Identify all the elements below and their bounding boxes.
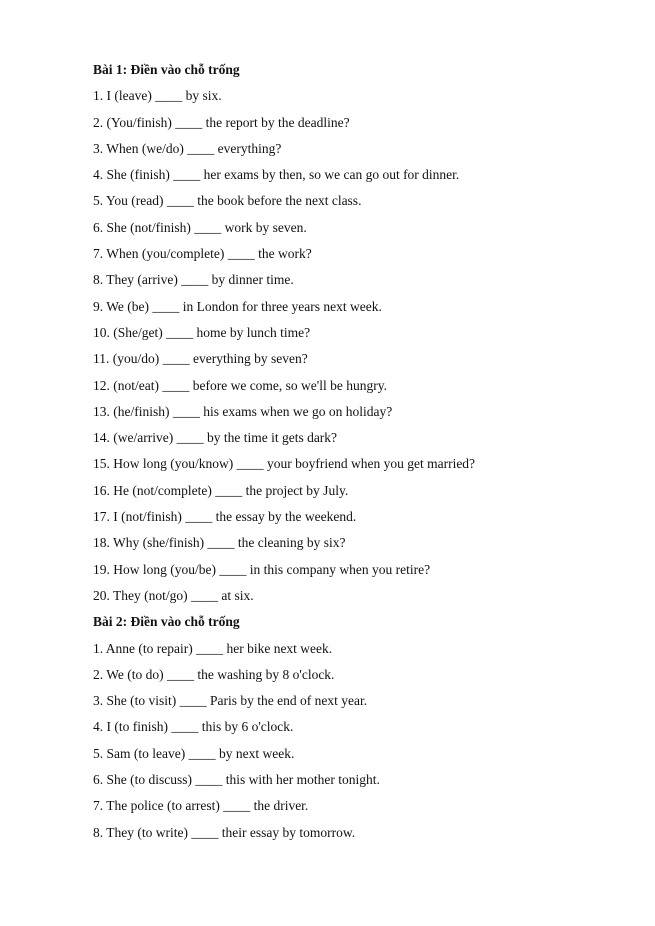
exercise-item: 3. She (to visit) ____ Paris by the end of next year. (93, 693, 368, 709)
exercise-item: 8. They (arrive) ____ by dinner time. (93, 272, 294, 288)
exercise-item: 2. We (to do) ____ the washing by 8 o'clock. (93, 666, 335, 682)
exercise-item: 20. They (not/go) ____ at six. (93, 587, 254, 603)
exercise-item: 7. The police (to arrest) ____ the driver. (93, 798, 309, 814)
exercise-item: 11. (you/do) ____ everything by seven? (93, 351, 308, 367)
exercise-item: 7. When (you/complete) ____ the work? (93, 246, 312, 262)
exercise-item: 14. (we/arrive) ____ by the time it gets dark? (93, 430, 338, 446)
exercise-item: 3. When (we/do) ____ everything? (93, 140, 282, 156)
section-1-title: Bài 1: Điền vào chỗ trống (93, 62, 240, 77)
exercise-item: 1. Anne (to repair) ____ her bike next week. (93, 640, 333, 656)
exercise-item: 13. (he/finish) ____ his exams when we go on holiday? (93, 403, 393, 419)
exercise-item: 4. I (to finish) ____ this by 6 o'clock. (93, 719, 294, 735)
exercise-item: 17. I (not/finish) ____ the essay by the weekend. (93, 509, 357, 525)
exercise-item: 1. I (leave) ____ by six. (93, 88, 222, 104)
exercise-item: 9. We (be) ____ in London for three years next week. (93, 298, 382, 314)
exercise-item: 15. How long (you/know) ____ your boyfriend when you get married? (93, 456, 476, 472)
exercise-item: 18. Why (she/finish) ____ the cleaning by six? (93, 535, 346, 551)
exercise-item: 2. (You/finish) ____ the report by the deadline? (93, 114, 350, 130)
exercise-item: 6. She (to discuss) ____ this with her mother tonight. (93, 772, 380, 788)
exercise-item: 16. He (not/complete) ____ the project by July. (93, 482, 349, 498)
section-2-title: Bài 2: Điền vào chỗ trống (93, 614, 240, 630)
exercise-item: 4. She (finish) ____ her exams by then, so we can go out for dinner. (93, 167, 460, 183)
exercise-item: 8. They (to write) ____ their essay by tomorrow. (93, 824, 356, 840)
exercise-item: 10. (She/get) ____ home by lunch time? (93, 324, 311, 340)
exercise-item: 12. (not/eat) ____ before we come, so we'll be hungry. (93, 377, 387, 393)
exercise-item: 5. You (read) ____ the book before the next class. (93, 193, 362, 209)
exercise-item: 6. She (not/finish) ____ work by seven. (93, 219, 307, 235)
exercise-item: 5. Sam (to leave) ____ by next week. (93, 745, 295, 761)
exercise-item: 19. How long (you/be) ____ in this company when you retire? (93, 561, 431, 577)
exercise-document (93, 61, 633, 850)
